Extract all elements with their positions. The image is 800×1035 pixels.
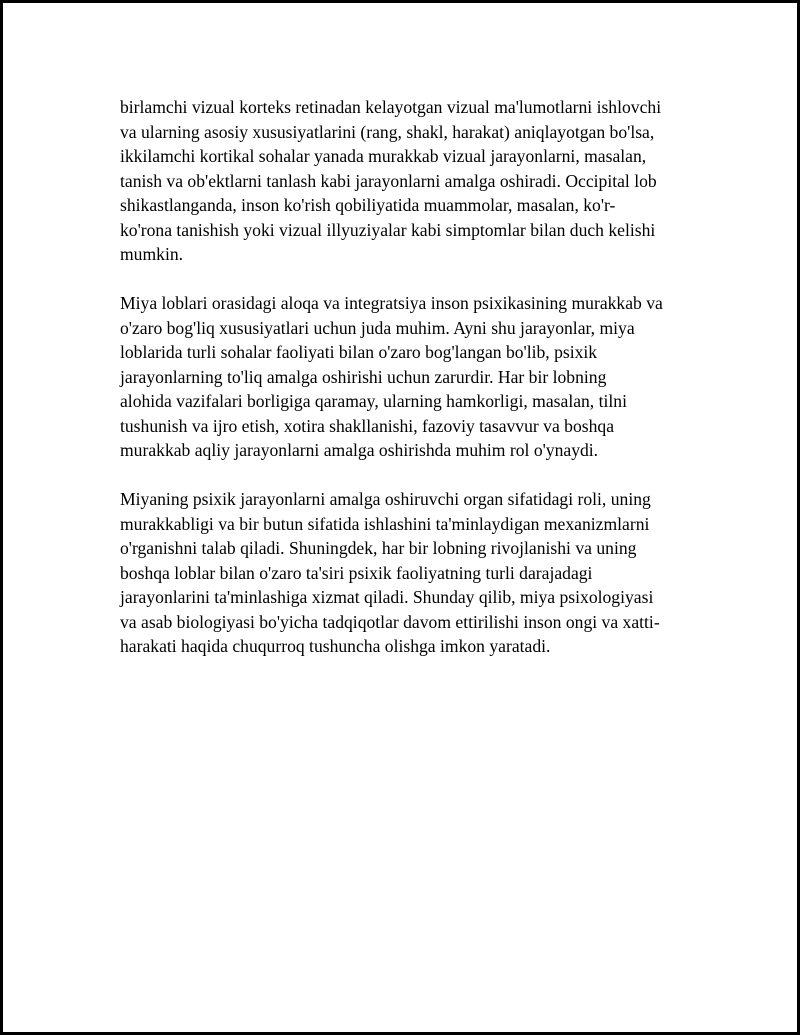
paragraph-lobe-integration: Miya loblari orasidagi aloqa va integratsiya inson psixikasining murakkab va o'zaro bog'liq xususiyatlari uchun juda muhim. Ayni shu jarayonlar, miya loblarida turli sohalar faoliyati bilan o'zaro bog'langan bo'lib, psixik jarayonlarning to'liq amalga oshirishi uchun zarurdir. Har bir lobning alohida vazifalari borligiga qaramay, ularning hamkorligi, masalan, tilni tushunish va ijro etish, xotira shakllanishi, fazoviy tasavvur va boshqa murakkab aqliy jarayonlarni amalga oshirishda muhim rol o'ynaydi. <box>120 293 663 460</box>
paragraph-occipital-lobe: birlamchi vizual korteks retinadan kelayotgan vizual ma'lumotlarni ishlovchi va ularning asosiy xususiyatlarini (rang, shakl, harakat) aniqlayotgan bo'lsa, ikkilamchi kortikal sohalar yanada murakkab vizual jarayonlarni, masalan, tanish va ob'ektlarni tanlash kabi jarayonlarni amalga oshiradi. Occipital lob shikastlanganda, inson ko'rish qobiliyatida muammolar, masalan, ko'r- ko'rona tanishish yoki vizual illyuziyalar kabi simptomlar bilan duch kelishi mumkin. <box>120 97 662 264</box>
paragraph-brain-role: Miyaning psixik jarayonlarni amalga oshiruvchi organ sifatidagi roli, uning murakkabligi va bir butun sifatida ishlashini ta'minlaydigan mexanizmlarni o'rganishni talab qiladi. Shuningdek, har bir lobning rivojlanishi va uning boshqa loblar bilan o'zaro ta'siri psixik faoliyatning turli darajadagi jarayonlarini ta'minlashiga xizmat qiladi. Shunday qilib, miya psixologiyasi va asab biologiyasi bo'yicha tadqiqotlar davom ettirilishi inson ongi va xatti- harakati haqida chuqurroq tushuncha olishga imkon yaratadi. <box>120 489 660 656</box>
document-body <box>120 95 695 683</box>
